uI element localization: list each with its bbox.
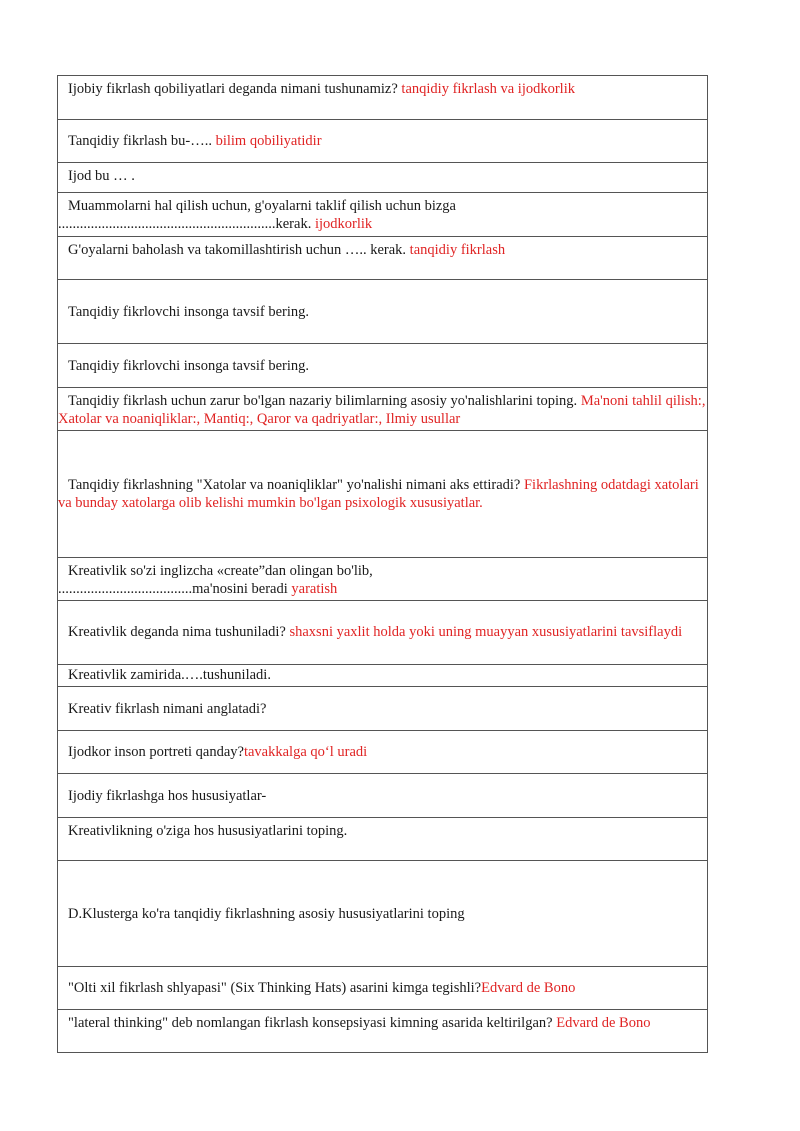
table-row	[58, 163, 708, 193]
question-text: Muammolarni hal qilish uchun, g'oyalarni taklif qilish uchun bizga	[68, 198, 456, 214]
answer-text: ijodkorlik	[314, 216, 373, 232]
table-row	[58, 237, 708, 280]
question-answer-table	[57, 75, 708, 1053]
question-text: Tanqidiy fikrlashning "Xatolar va noaniqliklar" yo'nalishi nimani aks ettiradi?	[68, 477, 524, 493]
table-row	[58, 601, 708, 665]
answer-text: Edvard de Bono	[556, 1015, 651, 1031]
answer-text: Ma'noni tahlil qilish:, Xatolar va noaniqliklar:, Mantiq:, Qaror va qadriyatlar:, Ilmiy usullar	[58, 393, 706, 427]
table-row	[58, 731, 708, 774]
table-row	[58, 344, 708, 388]
question-text: Tanqidiy fikrlash uchun zarur bo'lgan nazariy bilimlarning asosiy yo'nalishlarini toping.	[68, 393, 581, 409]
question-text: Kreativ fikrlash nimani anglatadi?	[68, 700, 267, 717]
question-blank: .....................................ma'nosini beradi	[58, 581, 292, 597]
question-text: Kreativlikning o'ziga hos hususiyatlarini toping.	[68, 823, 348, 839]
table-row	[58, 687, 708, 731]
answer-text: shaxsni yaxlit holda yoki uning muayyan xususiyatlarini tavsiflaydi	[289, 624, 683, 640]
table-row	[58, 861, 708, 967]
question-text: "lateral thinking" deb nomlangan fikrlash konsepsiyasi kimning asarida keltirilgan?	[68, 1015, 557, 1031]
question-text: Ijodkor inson portreti qanday?	[68, 744, 244, 760]
question-text: "Olti xil fikrlash shlyapasi" (Six Thinking Hats) asarini kimga tegishli?	[68, 980, 482, 996]
table-row	[58, 388, 708, 431]
table-row	[58, 193, 708, 237]
question-text: Kreativlik so'zi inglizcha «create”dan olingan bo'lib,	[68, 563, 373, 579]
question-text: Tanqidiy fikrlovchi insonga tavsif bering.	[68, 357, 310, 374]
answer-text: bilim qobiliyatidir	[215, 133, 322, 149]
question-blank: ............................................................kerak.	[58, 216, 315, 232]
table-row	[58, 120, 708, 163]
question-text: Kreativlik deganda nima tushuniladi?	[68, 624, 290, 640]
question-text: D.Klusterga ko'ra tanqidiy fikrlashning asosiy hususiyatlarini toping	[68, 905, 465, 922]
question-text: Ijod bu … .	[68, 168, 135, 184]
answer-text: Fikrlashning odatdagi xatolari va bunday xatolarga olib kelishi mumkin bo'lgan psixologik xususiyatlar.	[58, 477, 699, 511]
table-row	[58, 774, 708, 818]
table-row	[58, 818, 708, 861]
table-row	[58, 76, 708, 120]
table-row	[58, 280, 708, 344]
table-row	[58, 431, 708, 558]
question-text: Ijobiy fikrlash qobiliyatlari deganda nimani tushunamiz?	[68, 81, 402, 97]
answer-text: Edvard de Bono	[481, 980, 576, 996]
table-row	[58, 665, 708, 687]
table-row	[58, 967, 708, 1010]
table-row	[58, 1010, 708, 1053]
question-text: Ijodiy fikrlashga hos hususiyatlar-	[68, 787, 267, 804]
question-text: Tanqidiy fikrlovchi insonga tavsif bering.	[68, 303, 310, 320]
answer-text: tanqidiy fikrlash va ijodkorlik	[401, 81, 575, 97]
question-text: Tanqidiy fikrlash bu-…..	[68, 133, 216, 149]
answer-text: tanqidiy fikrlash	[409, 242, 506, 258]
answer-text: yaratish	[291, 581, 338, 597]
question-text: G'oyalarni baholash va takomillashtirish uchun ….. kerak.	[68, 242, 410, 258]
table-row	[58, 558, 708, 601]
question-text: Kreativlik zamirida.….tushuniladi.	[68, 667, 271, 683]
answer-text: tavakkalga qo‘l uradi	[243, 744, 368, 760]
